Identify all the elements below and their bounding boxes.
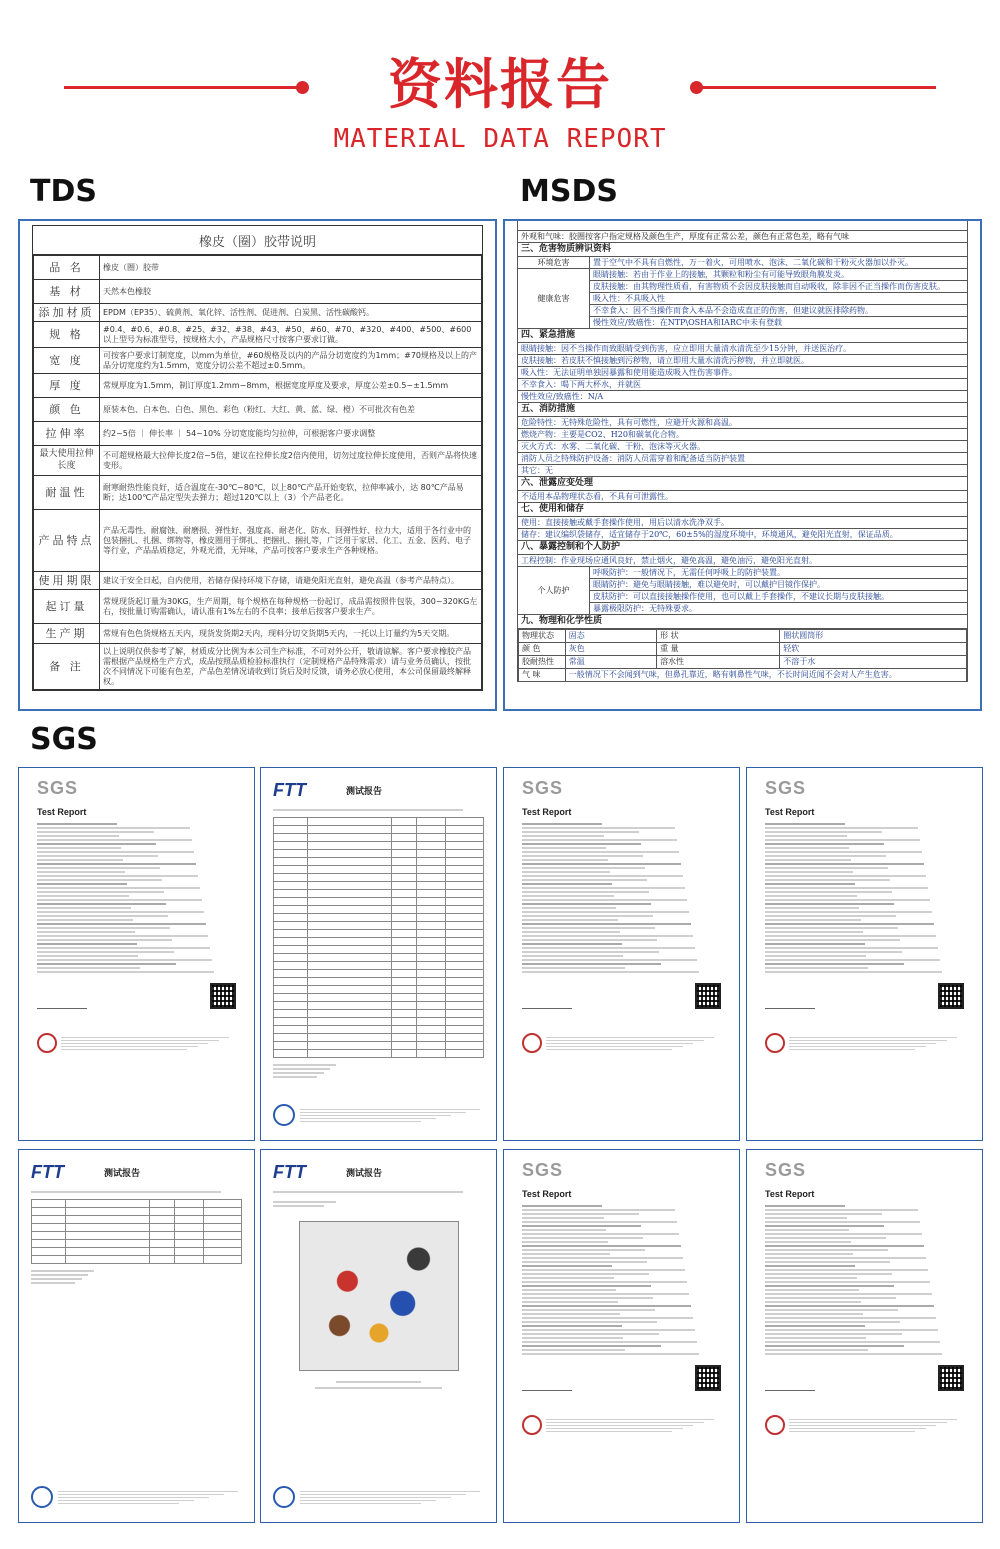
msds-sheet [517,221,968,682]
msds-phys-cell: 颜 色 [519,643,566,656]
msds-sec4-title: 四、紧急措施 [518,329,967,343]
tds-value: 不可超规格最大拉伸长度2倍~5倍，建议在拉伸长度2倍内使用，切勿过度拉伸长度使用，否则产品将快速变形。 [100,446,482,476]
msds-sec7-title: 七、使用和储存 [518,503,967,517]
msds-line: 慢性效应/致癌性：N/A [518,391,967,403]
msds-phys-cell: 胶耐热性 [519,656,566,669]
tds-key: 起订量 [34,590,100,624]
tds-value: 常规厚度为1.5mm，制订厚度1.2mm~8mm，根据宽度厚度及要求，厚度公差±0.5~±1.5mm [100,374,482,398]
report-title: Test Report [765,1189,815,1199]
report-title: 测试报告 [346,786,383,796]
lab-stamp [273,1486,295,1508]
tds-sheet [32,225,483,691]
test-result-table [273,817,484,1058]
signature [522,995,572,1009]
tds-key: 耐温性 [34,476,100,510]
report-title: Test Report [522,807,572,817]
sgs-logo: SGS [765,1160,807,1180]
report-title: 测试报告 [104,1168,141,1178]
tds-value: 原装本色、白本色、白色、黑色、彩色（粉红、大红、黄、蓝、绿、橙）不可批次有色差 [100,398,482,422]
msds-appearance: 外观和气味：胶圈按客户指定规格及颜色生产，厚度有正常公差，颜色有正常色差，略有气味 [518,231,967,243]
sgs-logo: SGS [522,778,564,798]
msds-line: 吸入性：不具吸入性 [590,293,967,305]
tds-key: 基 材 [34,280,100,304]
tds-row [34,322,482,348]
msds-line: 暴露极限防护：无特殊要求。 [593,604,697,613]
msds-health-label: 健康危害 [518,269,590,328]
report-thumbnail [746,1149,983,1523]
tds-table [33,255,482,690]
tds-row [34,510,482,572]
msds-line: 眼睛接触：因不当操作而致眼睛受到伤害，应立即用大量清水清洗至少15分钟，并送医治疗。 [518,343,967,355]
test-result-table [31,1199,242,1264]
msds-phys-cell: 物理状态 [519,630,566,643]
tds-value: 约2~5倍 ｜ 伸长率 ｜ 54~10% 分切宽度能均匀拉伸，可根据客户要求调整 [100,422,482,446]
msds-line: 灭火方式：水雾、二氧化碳、干粉、泡沫等灭火器。 [518,441,967,453]
msds-line: 皮肤接触：由其物理性质看，有害物质不会因皮肤接触而自动吸收，除非因不正当操作而伤害皮肤。 [590,281,967,293]
msds-line: 其它：无 [518,465,967,477]
msds-phys-cell: 气 味 [519,669,566,682]
msds-phys-cell: 重 量 [657,643,780,656]
tds-row [34,348,482,374]
tds-row [34,644,482,690]
msds-top-cut [518,221,967,231]
tds-key: 使用期限 [34,572,100,590]
msds-env-text: 置于空气中不具有自燃性，万一着火，可用喷水、泡沫、二氧化碳和干粉灭火器加以扑灭。 [593,258,913,267]
tds-key: 备 注 [34,644,100,690]
msds-phys-cell: 不溶于水 [780,656,967,669]
tds-row [34,624,482,644]
tds-row [34,280,482,304]
tds-row [34,422,482,446]
msds-phys-cell: 灰色 [565,643,656,656]
tds-key: 品 名 [34,256,100,280]
msds-line: 眼睛防护：避免与眼睛接触，难以避免时，可以戴护目镜作保护。 [590,579,967,591]
lab-stamp [273,1104,295,1126]
msds-line: 呼吸防护：一般情况下，无需任何呼吸上的防护装置。 [590,567,967,579]
section-label-msds: MSDS [520,174,618,209]
tds-key: 宽 度 [34,348,100,374]
tds-key: 拉伸率 [34,422,100,446]
tds-value: 以上说明仅供参考了解，材质成分比例为本公司生产标准，不可对外公开，敬请谅解。客户要求橡胶产品需根据产品规格生产方式，成品按照品质检验标准执行（定制规格产品特殊需求）请与业务员确认，按批次不同情况下可能有色差，产品色差情况请收到订货后及时反馈，请务必放心使用，本公司保留最终解释权。 [100,644,482,690]
tds-value: 常规有色色货规格五天内，现货发货期2天内，现料分切交货期5天内，一托以上订量约为5天交期。 [100,624,482,644]
msds-sec8-label: 个人防护 [518,567,590,614]
tds-row [34,374,482,398]
sgs-logo: SGS [37,778,79,798]
certification-stamp [765,1415,785,1435]
tds-row [34,304,482,322]
signature [765,995,815,1009]
certification-stamp [765,1033,785,1053]
msds-phys-cell: 常温 [565,656,656,669]
tds-key: 最大使用拉伸长度 [34,446,100,476]
certification-stamp [522,1415,542,1435]
report-thumbnail [18,767,255,1141]
report-title: Test Report [765,807,815,817]
msds-phys-cell: 形 状 [657,630,780,643]
msds-phys-cell: 一般情况下不会闻到气味，但鼻孔靠近，略有刺鼻性气味，不长时间近闻不会对人产生危害。 [565,669,966,682]
report-thumbnail [260,767,497,1141]
msds-env-label: 环境危害 [518,257,590,268]
section-label-sgs: SGS [30,722,98,757]
tds-panel [18,219,497,711]
msds-phys-row [519,656,967,669]
tds-value: 橡皮（圈）胶带 [100,256,482,280]
tds-value: 建议于安全日起，自内使用，若储存保持环境下存储，请避免阳光直射，避免高温（参考产品特点）。 [100,572,482,590]
msds-phys-cell: 轻软 [780,643,967,656]
tds-value: 天然本色橡胶 [100,280,482,304]
msds-phys-cell: 溶水性 [657,656,780,669]
report-thumbnail [18,1149,255,1523]
section-label-tds: TDS [30,174,97,209]
report-thumbnail [746,767,983,1141]
tds-key: 厚 度 [34,374,100,398]
tds-row [34,398,482,422]
tds-key: 生产期 [34,624,100,644]
msds-line: 皮肤防护：可以直接接触操作使用，也可以戴上手套操作，不建议长期与皮肤接触。 [590,591,967,603]
sample-photo [299,1221,459,1371]
signature [765,1377,815,1391]
certification-stamp [522,1033,542,1053]
qr-code [938,983,964,1009]
msds-line: 皮肤接触：若皮肤不慎接触到污秽物，请立即用大量水清洗污秽物，并立即就医。 [518,355,967,367]
sgs-logo: SGS [522,1160,564,1180]
tds-key: 规 格 [34,322,100,348]
msds-line: 消防人员之特殊防护设备：消防人员需穿着和配备适当防护装置 [518,453,967,465]
msds-phys-row [519,643,967,656]
msds-line: 不幸食入：喝下两大杯水，并就医 [518,379,967,391]
msds-sec3-title: 三、危害物质辨识资料 [518,243,967,257]
page-title: 资料报告 [388,53,612,116]
msds-phys-cell: 固态 [565,630,656,643]
msds-health-hazard [518,269,967,329]
tds-key: 颜 色 [34,398,100,422]
msds-line: 慢性效应/致癌性：在NTP\OSHA和IARC中未有登载 [593,318,782,327]
msds-physical-table [518,629,967,682]
tds-key: 添加材质 [34,304,100,322]
msds-personal-protection [518,567,967,615]
report-title: Test Report [522,1189,572,1199]
report-title: Test Report [37,807,87,817]
tds-value: 耐寒耐热性能良好，适合温度在-30℃~80℃，以上80℃产品开始变软，拉伸率减小，达 80℃产品易断；达100℃产品定型失去弹力；超过120℃以上（3）个产品老化。 [100,476,482,510]
msds-line: 燃烧产物：主要是CO2、H20和碳氧化合物。 [518,429,967,441]
signature [37,995,87,1009]
msds-sec9-title: 九、物理和化学性质 [518,615,967,629]
msds-phys-row [519,669,967,682]
certification-stamp [37,1033,57,1053]
tds-row [34,476,482,510]
tds-row [34,256,482,280]
report-thumbnail [260,1149,497,1523]
qr-code [210,983,236,1009]
report-thumbnail [503,1149,740,1523]
msds-line: 吸入性：无法证明单独因暴露和使用能造成吸入性伤害事件。 [518,367,967,379]
tds-value: #0.4、#0.6、#0.8、#25、#32、#38、#43、#50、#60、#70、#320、#400、#500、#600 以上型号为标准型号，按规格大小，产品规格尺寸按客户要求订做。 [100,322,482,348]
tds-row [34,590,482,624]
tds-value: 产品无毒性、耐腐蚀、耐磨损、弹性好、强度高、耐老化、防水、回弹性好、拉力大，适用于各行业中的包装捆扎、扎捆、绑物等，橡皮圈用于绑扎、把捆扎、捆扎等，广泛用于家居、化工、五金、医药、电子等行业，产品品质稳定，外观光滑，无异味，产品可按客户要求生产各种规格。 [100,510,482,572]
msds-sec6-title: 六、泄露应变处理 [518,477,967,491]
lab-stamp [31,1486,53,1508]
ftt-logo: FTT [273,780,306,800]
qr-code [938,1365,964,1391]
msds-line: 使用：直接接触或戴手套操作使用，用后以清水洗净双手。 [518,517,967,529]
msds-line: 储存：建议编织袋储存，适宜储存于20℃，60±5%的湿度环境中，环境通风，避免阳光直射，保证品质。 [518,529,967,541]
msds-sec8-engineering: 工程控制：作业现场应通风良好，禁止烟火，避免高温，避免油污，避免阳光直射。 [518,555,967,567]
msds-panel [503,219,982,711]
msds-phys-cell: 圈状圆筒形 [780,630,967,643]
msds-line: 不幸食入：因不当操作而食入本品不会造成直正的伤害，但建议就医排除药物。 [590,305,967,317]
msds-env-hazard [518,257,967,269]
msds-line: 眼睛接触：若由于作业上的接触，其颗粒和粉尘有可能导致眼角膜发炎。 [590,269,967,281]
ftt-logo: FTT [273,1162,306,1182]
msds-phys-row [519,630,967,643]
report-thumbnail [503,767,740,1141]
ftt-logo: FTT [31,1162,64,1182]
qr-code [695,1365,721,1391]
msds-sec8-title: 八、暴露控制和个人防护 [518,541,967,555]
tds-value: 可按客户要求订制宽度，以mm为单位，#60规格及以内的产品分切宽度约为1mm；#70规格及以上的产品分切宽度约为1.5mm，宽度分切公差不超过±0.5mm。 [100,348,482,374]
msds-line: 危险特性：无特殊危险性，具有可燃性，应避开火源和高温。 [518,417,967,429]
report-title: 测试报告 [346,1168,383,1178]
tds-row [34,572,482,590]
tds-value: 常规现货起订量为30KG，生产周期，每个规格在每种规格一份起订，成品需按照件包装，300~320KG左右，按批量订购需确认，请认准有1%左右的不良率；接单后按客户要求生产。 [100,590,482,624]
qr-code [695,983,721,1009]
msds-line: 不适用本品物理状态看，不具有可泄露性。 [518,491,967,503]
tds-value: EPDM（EP35）、硫黄剂、氧化锌、活性剂、促进剂、白炭黑、活性碳酸钙。 [100,304,482,322]
tds-key: 产品特点 [34,510,100,572]
tds-title: 橡皮（圈）胶带说明 [33,226,482,255]
signature [522,1377,572,1391]
msds-sec5-title: 五、消防措施 [518,403,967,417]
tds-row [34,446,482,476]
page-subtitle: MATERIAL DATA REPORT [333,124,667,154]
sgs-logo: SGS [765,778,807,798]
